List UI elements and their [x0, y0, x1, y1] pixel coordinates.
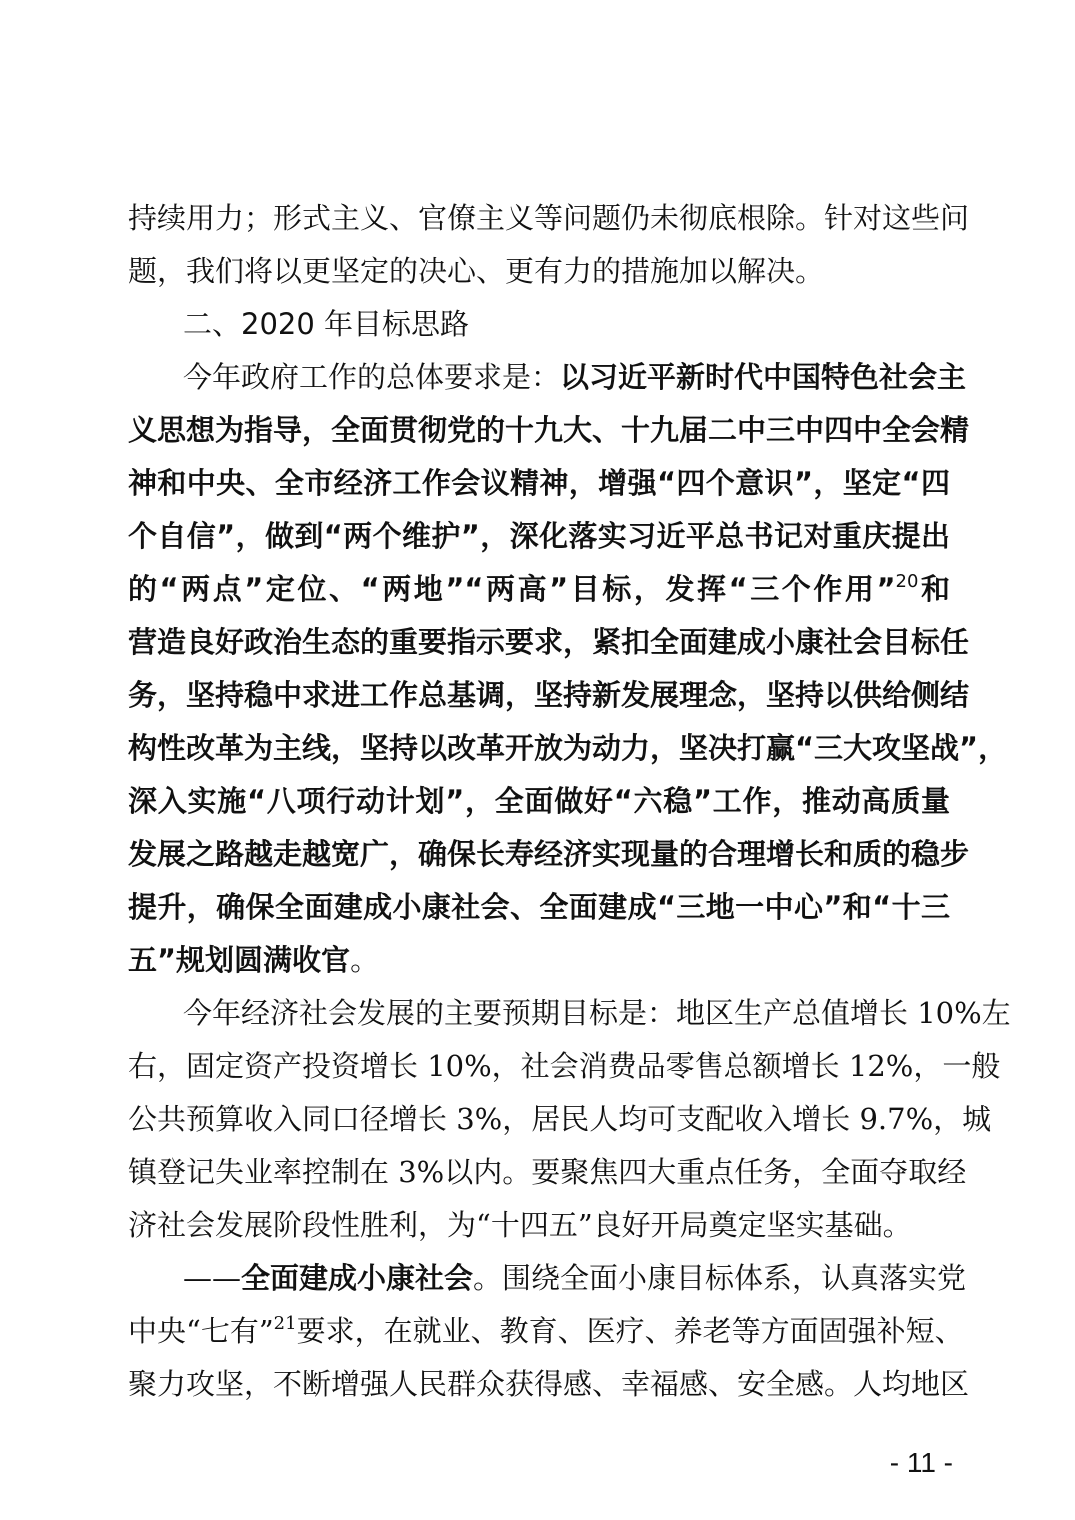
bold-run: 神和中央、全市经济工作会议精神，增强“四个意识”，坚定“四: [128, 466, 950, 500]
text-run: 右，固定资产投资增长 10%，社会消费品零售总额增长 12%，一般: [128, 1049, 1001, 1083]
body-line: [128, 1152, 967, 1192]
bold-run: 提升，确保全面建成小康社会、全面建成“三地一中心”和“十三: [128, 890, 950, 924]
body-line: [128, 887, 950, 927]
bold-run: 营造良好政治生态的重要指示要求，紧扣全面建成小康社会目标任: [128, 625, 970, 659]
text-run: 公共预算收入同口径增长 3%，居民人均可支配收入增长 9.7%，城: [128, 1102, 992, 1136]
bold-run: 五”规划圆满收官: [128, 943, 351, 977]
text-run: 要求，在就业、教育、医疗、养老等方面固强补短、: [296, 1314, 964, 1348]
bold-run: 构性改革为主线，坚持以改革开放为动力，坚决打赢“三大攻坚战”，: [128, 731, 1008, 765]
bold-run: 以习近平新时代中国特色社会主: [560, 360, 967, 394]
body-line: [128, 1364, 970, 1404]
text-run: 持续用力；形式主义、官僚主义等问题仍未彻底根除。针对这些问: [128, 201, 970, 235]
body-line: [128, 1046, 1001, 1086]
body-line: [183, 1258, 967, 1298]
body-line: [128, 940, 950, 980]
section-heading: [183, 304, 950, 344]
body-line: [128, 251, 950, 291]
text-run: 镇登记失业率控制在 3%以内。要聚焦四大重点任务，全面夺取经: [128, 1155, 967, 1189]
body-line: [128, 728, 1008, 768]
body-line: [128, 198, 970, 238]
heading-text: 二、2020 年目标思路: [183, 307, 470, 341]
text-run: 今年经济社会发展的主要预期目标是：地区生产总值增长 10%左: [183, 996, 1011, 1030]
bold-run: 和: [918, 572, 950, 606]
body-line: [128, 781, 950, 821]
footnote-ref: 20: [895, 571, 919, 592]
body-line: [128, 410, 970, 450]
body-line: [128, 569, 950, 609]
body-line: [183, 357, 967, 397]
text-run: 。: [350, 943, 380, 977]
bold-run: 个自信”，做到“两个维护”，深化落实习近平总书记对重庆提出: [128, 519, 950, 553]
text-run: 中央“七有”: [128, 1314, 274, 1348]
body-line: [128, 516, 950, 556]
body-line: [128, 1311, 964, 1351]
footnote-ref: 21: [273, 1313, 297, 1334]
bold-run: 发展之路越走越宽广，确保长寿经济实现量的合理增长和质的稳步: [128, 837, 970, 871]
body-line: [183, 993, 1011, 1033]
bold-run: 全面建成小康社会: [241, 1261, 474, 1295]
text-run: 题，我们将以更坚定的决心、更有力的措施加以解决。: [128, 254, 825, 288]
body-line: [128, 1205, 950, 1245]
bold-run: 的“两点”定位、“两地”“两高”目标，发挥“三个作用”: [128, 572, 896, 606]
text-run: ——: [183, 1261, 241, 1295]
text-run: 济社会发展阶段性胜利，为“十四五”良好开局奠定坚实基础。: [128, 1208, 912, 1242]
text-run: 聚力攻坚，不断增强人民群众获得感、幸福感、安全感。人均地区: [128, 1367, 970, 1401]
body-line: [128, 834, 970, 874]
body-line: [128, 622, 970, 662]
page-number: - 11 -: [889, 1447, 953, 1478]
body-line: [128, 463, 950, 503]
bold-run: 义思想为指导，全面贯彻党的十九大、十九届二中三中四中全会精: [128, 413, 970, 447]
text-run: 。围绕全面小康目标体系，认真落实党: [473, 1261, 967, 1295]
bold-run: 务，坚持稳中求进工作总基调，坚持新发展理念，坚持以供给侧结: [128, 678, 970, 712]
body-line: [128, 1099, 992, 1139]
bold-run: 深入实施“八项行动计划”，全面做好“六稳”工作，推动高质量: [128, 784, 950, 818]
body-line: [128, 675, 970, 715]
text-run: 今年政府工作的总体要求是：: [183, 360, 561, 394]
